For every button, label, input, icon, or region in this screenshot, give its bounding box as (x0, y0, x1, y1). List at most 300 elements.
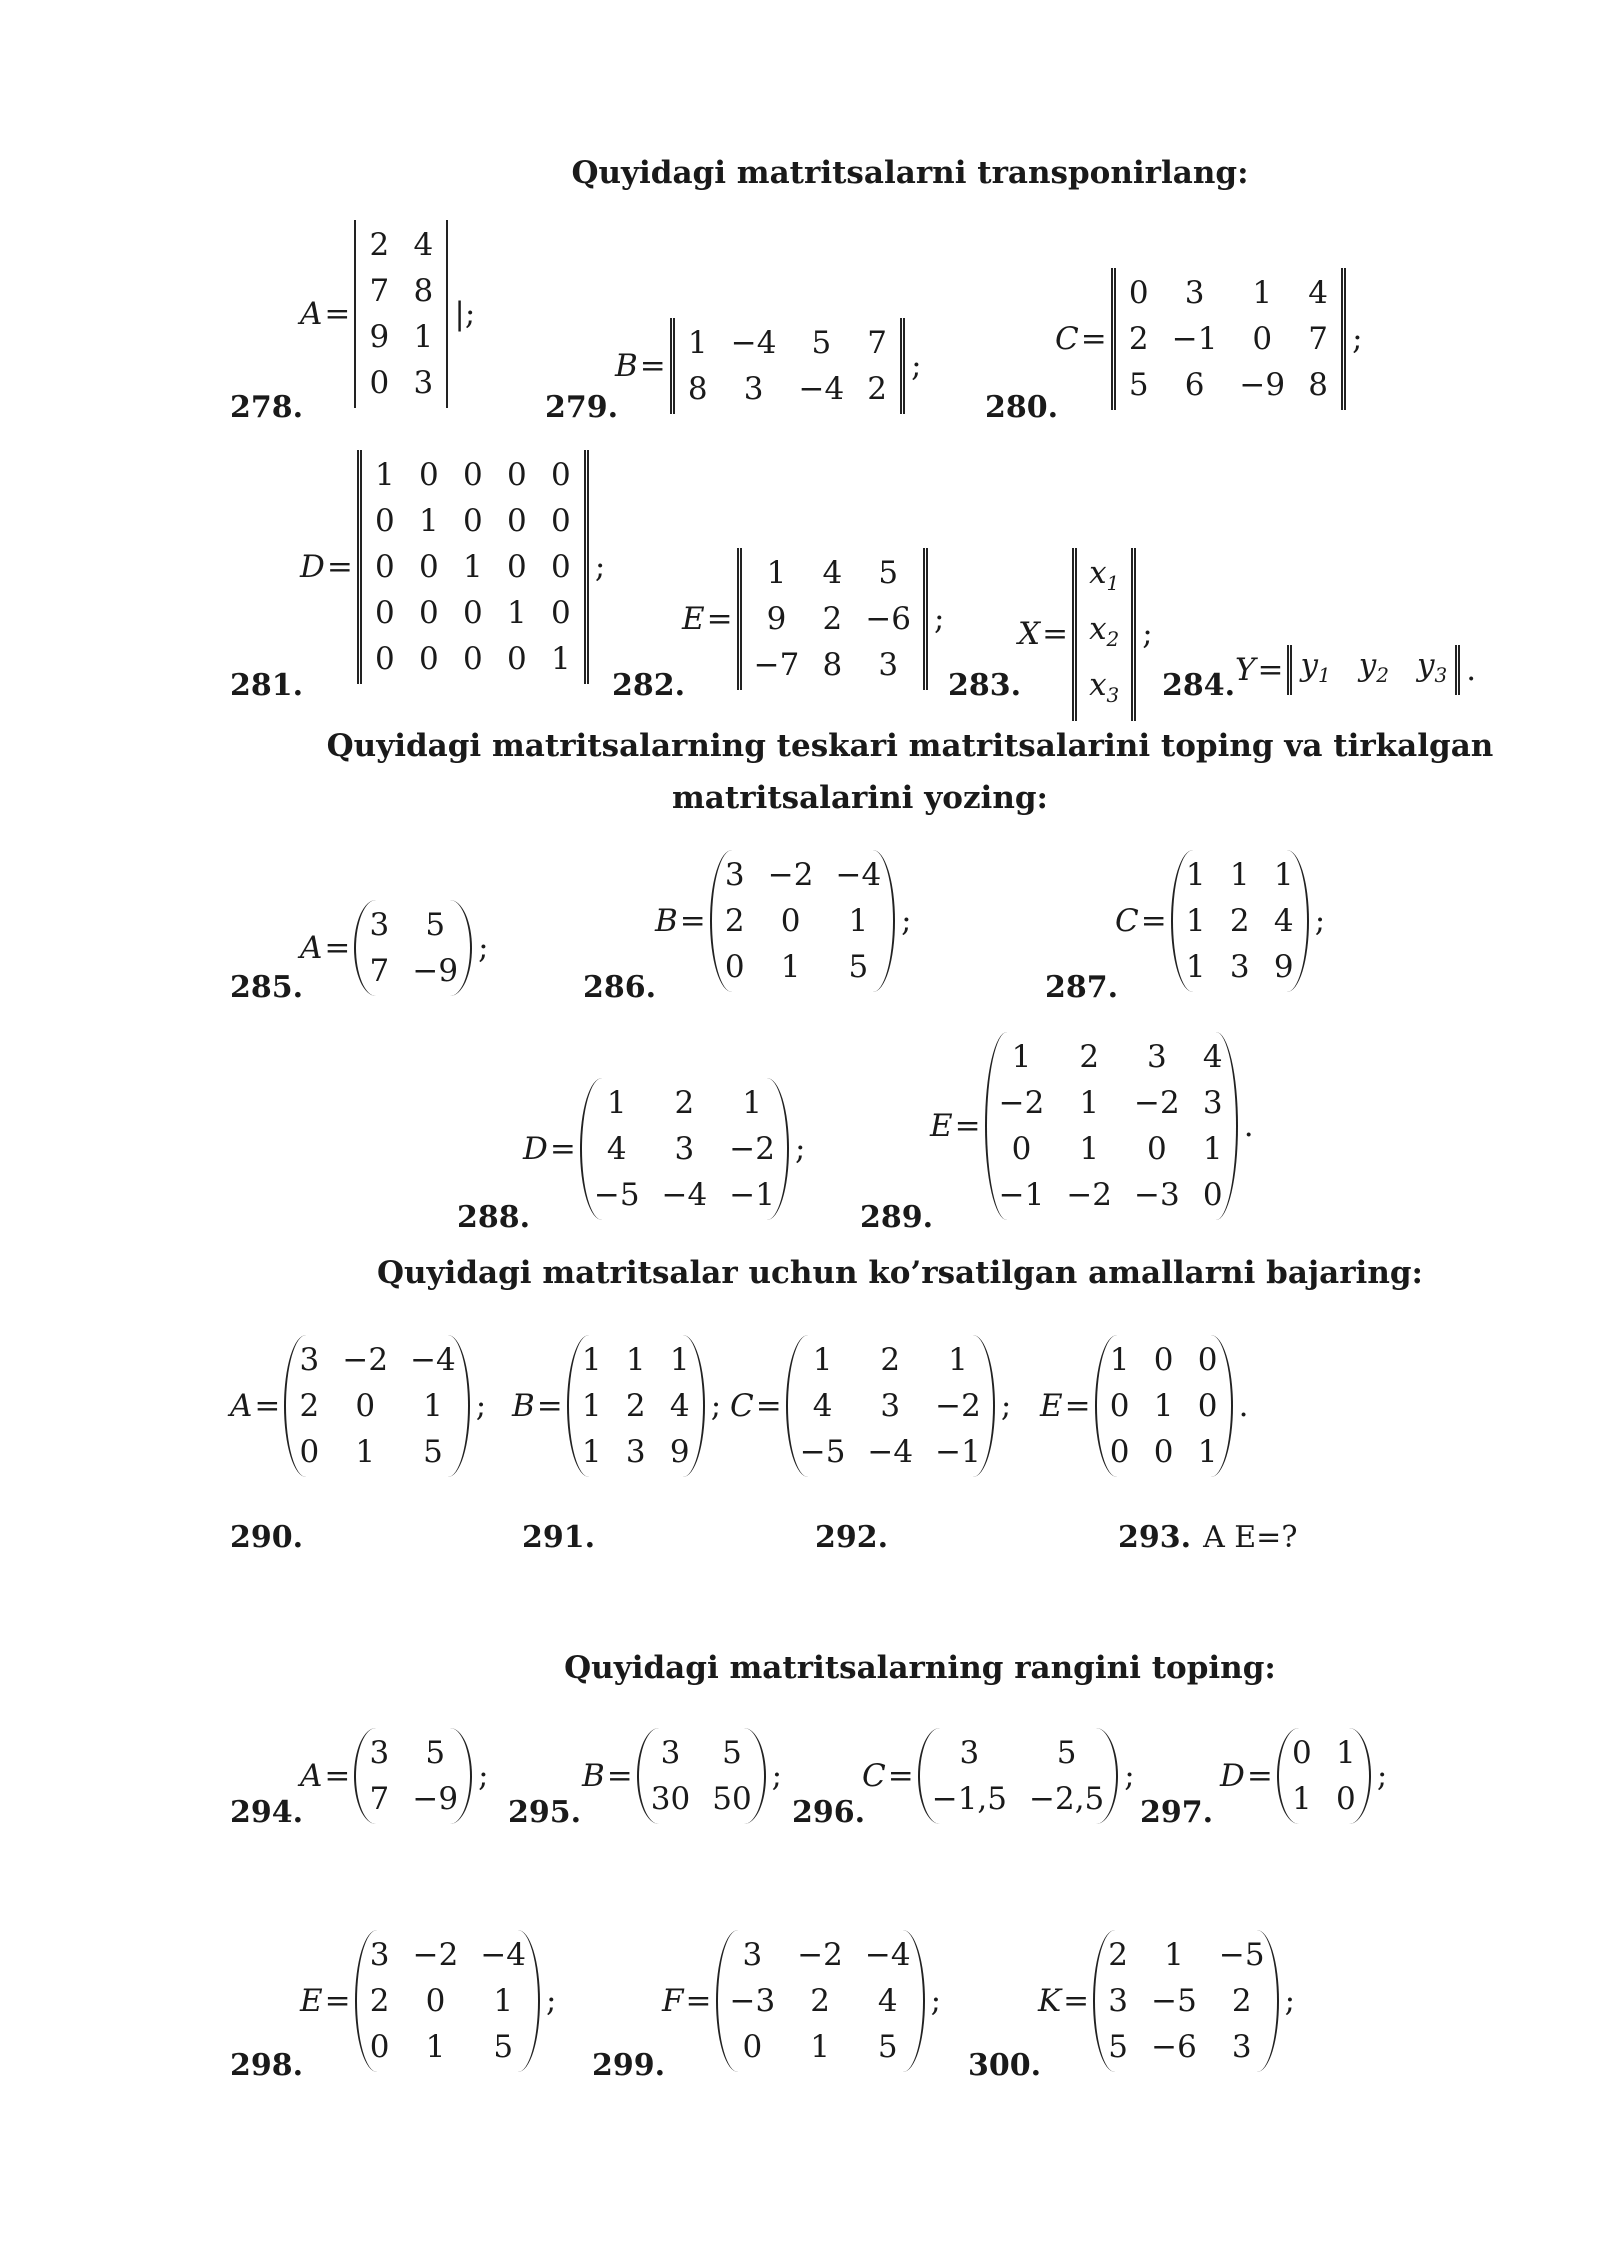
matrix-cell: $x_1$ (1089, 555, 1120, 596)
matrix-cell: −9 (412, 1781, 459, 1817)
matrix-cell: −2 (1134, 1085, 1180, 1121)
matrix-cell: −1 (729, 1177, 775, 1213)
matrix-cell: 1 (355, 1434, 376, 1470)
matrix-290-C (730, 1335, 1011, 1477)
equals-sign: = (706, 601, 733, 637)
matrix-cell: 0 (1291, 1735, 1312, 1771)
matrix-label: K (1038, 1983, 1062, 2019)
matrix-cell: −5 (593, 1177, 640, 1213)
matrix-cell: 0 (780, 903, 801, 939)
matrix-label: X (1018, 616, 1041, 653)
matrix-punctuation: ; (1314, 903, 1326, 939)
matrix-cell: −3 (729, 1983, 776, 2019)
matrix-cell: 3 (724, 857, 745, 893)
matrix-label: B (655, 903, 678, 939)
matrix-cell: 0 (506, 457, 527, 493)
matrix-cell: 5 (722, 1735, 742, 1771)
matrix-cell: 1 (1079, 1131, 1100, 1167)
matrix-cell: 7 (369, 1781, 390, 1817)
section-heading-rank: Quyidagi matritsalarning rangini toping: (564, 1650, 1276, 1686)
matrix-cell: 0 (506, 549, 527, 585)
matrix-cell: 9 (1273, 949, 1294, 985)
matrix-cell: 0 (462, 595, 483, 631)
matrix-cell: 3 (625, 1434, 646, 1470)
matrix-cell: 1 (742, 1085, 762, 1121)
matrix-label: C (1115, 903, 1139, 939)
matrix-cell: 1 (413, 319, 434, 355)
matrix-cell: 0 (1252, 321, 1273, 357)
matrix-cell: 4 (877, 1983, 898, 2019)
problem-number-284: 284. (1162, 668, 1236, 703)
matrix-285 (300, 900, 489, 996)
matrix-cell: 2 (369, 1983, 390, 2019)
matrix-cell: $y_1$ (1300, 647, 1331, 688)
matrix-283 (1018, 548, 1153, 721)
matrix-cell: 4 (1202, 1039, 1223, 1075)
matrix-cell: 1 (581, 1388, 602, 1424)
matrix-296 (862, 1728, 1135, 1824)
matrix-cell: 1 (1291, 1781, 1312, 1817)
matrix-cell: −2 (1066, 1177, 1113, 1213)
matrix-label: Y (1235, 652, 1256, 689)
matrix-grid (284, 1335, 469, 1477)
matrix-cell: 0 (506, 641, 527, 677)
problem-number-298: 298. (230, 2048, 304, 2083)
matrix-cell: 2 (880, 1342, 901, 1378)
matrix-cell: −4 (730, 325, 777, 361)
matrix-cell: 0 (462, 457, 483, 493)
matrix-cell: 0 (418, 549, 439, 585)
matrix-grid (1111, 268, 1346, 410)
matrix-cell: 4 (1273, 903, 1294, 939)
matrix-278 (300, 220, 475, 408)
matrix-cell: −2 (342, 1342, 389, 1378)
matrix-grid (670, 318, 905, 414)
matrix-cell: 6 (1184, 367, 1205, 403)
matrix-cell: 0 (1202, 1177, 1223, 1213)
matrix-295 (582, 1728, 782, 1824)
matrix-cell: 1 (581, 1342, 602, 1378)
matrix-cell: 3 (299, 1342, 320, 1378)
matrix-cell: 5 (878, 555, 899, 591)
matrix-punctuation: ; (934, 601, 945, 637)
matrix-cell: 2 (369, 227, 390, 263)
matrix-grid (357, 450, 589, 684)
matrix-cell: −4 (864, 1937, 911, 1973)
matrix-cell: 1 (1229, 857, 1250, 893)
matrix-cell: 1 (1185, 949, 1206, 985)
problem-293-text: A E=? (1203, 1520, 1298, 1555)
matrix-cell: −5 (1151, 1983, 1197, 2019)
matrix-cell: 0 (1153, 1342, 1174, 1378)
equals-sign: = (1080, 321, 1107, 357)
equals-sign: = (549, 1131, 576, 1167)
matrix-cell: $y_2$ (1358, 647, 1389, 688)
matrix-cell: 3 (660, 1735, 681, 1771)
matrix-cell: 5 (425, 907, 446, 943)
matrix-cell: −6 (1151, 2029, 1197, 2065)
equals-sign: = (324, 930, 351, 966)
matrix-cell: 3 (878, 647, 899, 683)
matrix-280 (1055, 268, 1363, 410)
matrix-grid (1095, 1335, 1233, 1477)
matrix-punctuation: ; (794, 1131, 806, 1167)
matrix-punctuation: ; (1376, 1758, 1388, 1794)
matrix-label: E (930, 1108, 953, 1144)
matrix-cell: −2 (412, 1937, 459, 1973)
matrix-cell: 1 (581, 1434, 602, 1470)
matrix-cell: 0 (374, 503, 395, 539)
problem-number-288: 288. (457, 1200, 531, 1235)
matrix-cell: 0 (369, 365, 390, 401)
equals-sign: = (887, 1758, 914, 1794)
matrix-cell: −4 (410, 1342, 456, 1378)
matrix-cell: −5 (1218, 1937, 1265, 1973)
matrix-punctuation: ; (1142, 616, 1153, 653)
matrix-cell: 2 (724, 903, 745, 939)
matrix-cell: 1 (687, 325, 708, 361)
matrix-grid (580, 1078, 789, 1220)
matrix-cell: 3 (880, 1388, 901, 1424)
matrix-cell: 1 (606, 1085, 627, 1121)
matrix-grid (637, 1728, 766, 1824)
problem-number-281: 281. (230, 668, 304, 703)
matrix-cell: −2 (797, 1937, 843, 1973)
matrix-label: B (512, 1388, 535, 1424)
matrix-punctuation: . (1243, 1108, 1254, 1144)
matrix-cell: 0 (418, 457, 439, 493)
matrix-281 (300, 450, 605, 684)
matrix-cell: 1 (1335, 1735, 1356, 1771)
problem-number-285: 285. (230, 970, 304, 1005)
matrix-label: B (615, 348, 638, 384)
matrix-cell: 5 (423, 1434, 443, 1470)
matrix-cell: 7 (1308, 321, 1328, 357)
matrix-cell: 2 (1229, 903, 1250, 939)
matrix-grid (354, 220, 448, 408)
matrix-cell: −3 (1134, 1177, 1180, 1213)
matrix-grid (716, 1930, 925, 2072)
matrix-grid (567, 1335, 705, 1477)
matrix-cell: 50 (712, 1781, 752, 1817)
matrix-cell: −6 (865, 601, 912, 637)
section-heading-transpose: Quyidagi matritsalarni transponirlang: (571, 155, 1249, 191)
matrix-cell: 9 (369, 319, 390, 355)
matrix-cell: 0 (425, 1983, 446, 2019)
equals-sign: = (679, 903, 706, 939)
matrix-cell: 7 (369, 273, 390, 309)
matrix-label: E (682, 601, 705, 637)
matrix-grid (1277, 1728, 1371, 1824)
equals-sign: = (324, 1758, 351, 1794)
matrix-cell: $x_3$ (1089, 667, 1120, 708)
matrix-cell: 4 (822, 555, 843, 591)
matrix-cell: 0 (299, 1434, 320, 1470)
problem-number-289: 289. (860, 1200, 934, 1235)
matrix-cell: 8 (822, 647, 843, 683)
equals-sign: = (1064, 1388, 1091, 1424)
matrix-cell: 3 (1229, 949, 1250, 985)
matrix-cell: 3 (369, 907, 390, 943)
matrix-279 (615, 318, 922, 414)
matrix-cell: 8 (1308, 367, 1328, 403)
matrix-cell: 0 (1011, 1131, 1032, 1167)
equals-sign: = (685, 1983, 712, 2019)
matrix-grid (1072, 548, 1136, 721)
matrix-cell: 0 (418, 641, 439, 677)
matrix-cell: 0 (418, 595, 439, 631)
equals-sign: = (326, 549, 353, 585)
matrix-cell: 0 (462, 503, 483, 539)
matrix-grid (354, 1728, 472, 1824)
matrix-287 (1115, 850, 1325, 992)
matrix-300 (1038, 1930, 1295, 2072)
matrix-cell: 0 (506, 503, 527, 539)
problem-number-286: 286. (583, 970, 657, 1005)
matrix-290-B (512, 1335, 721, 1477)
matrix-cell: 0 (1153, 1434, 1174, 1470)
matrix-cell: 2 (867, 371, 888, 407)
matrix-punctuation: ; (475, 1388, 487, 1424)
matrix-cell: 0 (1197, 1342, 1218, 1378)
matrix-cell: $x_2$ (1089, 611, 1120, 652)
matrix-cell: 3 (674, 1131, 695, 1167)
matrix-cell: 0 (724, 949, 745, 985)
matrix-284 (1235, 645, 1476, 695)
matrix-cell: 0 (742, 2029, 763, 2065)
equals-sign: = (639, 348, 666, 384)
matrix-cell: −9 (412, 953, 459, 989)
matrix-cell: 7 (369, 953, 390, 989)
matrix-cell: 1 (1109, 1342, 1130, 1378)
matrix-cell: 1 (766, 555, 787, 591)
problem-number-278: 278. (230, 390, 304, 425)
matrix-cell: −5 (799, 1434, 846, 1470)
matrix-cell: $y_3$ (1416, 647, 1448, 688)
matrix-cell: 5 (1128, 367, 1149, 403)
section-heading-inverse-line2: matritsalarini yozing: (672, 780, 1048, 816)
matrix-cell: −2 (998, 1085, 1045, 1121)
matrix-cell: 1 (423, 1388, 443, 1424)
matrix-cell: 0 (374, 595, 395, 631)
row-vector (1287, 645, 1460, 695)
matrix-punctuation: ; (1284, 1983, 1296, 2019)
matrix-cell: 0 (374, 641, 395, 677)
matrix-label: A (230, 1388, 253, 1424)
matrix-grid (1093, 1930, 1278, 2072)
matrix-282 (682, 548, 944, 690)
matrix-punctuation: ; (771, 1758, 783, 1794)
matrix-cell: 0 (355, 1388, 376, 1424)
matrix-cell: 0 (550, 595, 571, 631)
problem-number-299: 299. (592, 2048, 666, 2083)
matrix-cell: 2 (625, 1388, 646, 1424)
matrix-cell: 1 (425, 2029, 446, 2065)
matrix-cell: 9 (766, 601, 787, 637)
problem-number-300: 300. (968, 2048, 1042, 2083)
equals-sign: = (324, 296, 351, 332)
matrix-cell: 0 (550, 549, 571, 585)
matrix-286 (655, 850, 912, 992)
problem-number-280: 280. (985, 390, 1059, 425)
matrix-299 (662, 1930, 941, 2072)
matrix-cell: 2 (299, 1388, 320, 1424)
matrix-290-A (230, 1335, 486, 1477)
matrix-cell: 4 (1308, 275, 1328, 311)
matrix-cell: 2 (1128, 321, 1149, 357)
matrix-cell: 0 (1128, 275, 1149, 311)
matrix-288 (523, 1078, 805, 1220)
matrix-cell: −4 (798, 371, 845, 407)
matrix-cell: 1 (1164, 1937, 1184, 1973)
matrix-cell: 0 (374, 549, 395, 585)
matrix-cell: 0 (1147, 1131, 1167, 1167)
matrix-cell: 1 (1252, 275, 1273, 311)
matrix-punctuation: ; (1000, 1388, 1012, 1424)
matrix-label: C (730, 1388, 754, 1424)
matrix-cell: 1 (1153, 1388, 1174, 1424)
matrix-label: A (300, 1758, 323, 1794)
problem-number-295: 295. (508, 1795, 582, 1830)
matrix-cell: 8 (413, 273, 434, 309)
matrix-cell: 1 (1185, 857, 1206, 893)
matrix-grid (918, 1728, 1119, 1824)
matrix-cell: 30 (650, 1781, 691, 1817)
matrix-cell: 8 (687, 371, 708, 407)
matrix-cell: 0 (462, 641, 483, 677)
matrix-label: C (862, 1758, 886, 1794)
matrix-punctuation: ; (911, 348, 922, 384)
matrix-289 (930, 1032, 1254, 1220)
matrix-cell: −4 (867, 1434, 914, 1470)
matrix-punctuation: ; (710, 1388, 722, 1424)
matrix-cell: 3 (1202, 1085, 1223, 1121)
matrix-cell: 0 (550, 503, 571, 539)
matrix-cell: 3 (1231, 2029, 1252, 2065)
matrix-cell: 3 (369, 1735, 390, 1771)
equals-sign: = (1257, 652, 1284, 689)
matrix-punctuation: ; (478, 1758, 489, 1794)
problem-number-292: 292. (815, 1520, 889, 1555)
matrix-cell: 5 (1108, 2029, 1129, 2065)
matrix-297 (1220, 1728, 1387, 1824)
matrix-cell: 1 (1202, 1131, 1223, 1167)
matrix-label: B (582, 1758, 605, 1794)
matrix-cell: 0 (1109, 1388, 1130, 1424)
matrix-cell: 3 (1108, 1983, 1129, 2019)
matrix-290-E (1040, 1335, 1248, 1477)
matrix-cell: 1 (848, 903, 869, 939)
matrix-grid (786, 1335, 995, 1477)
matrix-cell: 3 (1147, 1039, 1167, 1075)
matrix-cell: 1 (493, 1983, 514, 2019)
matrix-cell: 3 (1184, 275, 1205, 311)
equals-sign: = (324, 1983, 351, 2019)
matrix-cell: 4 (413, 227, 434, 263)
matrix-punctuation: ; (478, 930, 489, 966)
matrix-cell: 1 (1011, 1039, 1032, 1075)
matrix-cell: 5 (493, 2029, 514, 2065)
equals-sign: = (1246, 1758, 1273, 1794)
matrix-label: E (300, 1983, 323, 2019)
problem-number-296: 296. (792, 1795, 866, 1830)
matrix-punctuation: ; (1352, 321, 1363, 357)
matrix-cell: 1 (812, 1342, 833, 1378)
problem-number-293 (1118, 1520, 1297, 1555)
matrix-cell: 1 (669, 1342, 690, 1378)
matrix-cell: 2 (1079, 1039, 1100, 1075)
equals-sign: = (536, 1388, 563, 1424)
equals-sign: = (254, 1388, 281, 1424)
matrix-cell: 3 (959, 1735, 980, 1771)
matrix-label: A (300, 930, 323, 966)
matrix-cell: 0 (1197, 1388, 1218, 1424)
problem-number-291: 291. (522, 1520, 596, 1555)
matrix-label: D (300, 549, 325, 585)
matrix-punctuation: ; (594, 549, 606, 585)
matrix-grid (354, 900, 472, 996)
matrix-cell: 0 (1109, 1434, 1130, 1470)
matrix-cell: −9 (1239, 367, 1286, 403)
matrix-cell: −1 (998, 1177, 1045, 1213)
problem-number-294: 294. (230, 1795, 304, 1830)
matrix-punctuation: ; (930, 1983, 942, 2019)
matrix-cell: −7 (753, 647, 800, 683)
matrix-label: E (1040, 1388, 1063, 1424)
matrix-label: F (662, 1983, 684, 2019)
matrix-cell: 0 (1335, 1781, 1356, 1817)
matrix-grid (985, 1032, 1238, 1220)
matrix-punctuation: ; (546, 1983, 557, 2019)
matrix-cell: 9 (669, 1434, 690, 1470)
matrix-cell: 2 (1231, 1983, 1252, 2019)
equals-sign: = (954, 1108, 981, 1144)
matrix-cell: −4 (661, 1177, 708, 1213)
matrix-cell: 4 (812, 1388, 833, 1424)
matrix-cell: 5 (811, 325, 832, 361)
matrix-cell: 5 (877, 2029, 898, 2065)
problem-number-290: 290. (230, 1520, 304, 1555)
matrix-cell: 5 (425, 1735, 446, 1771)
problem-number-279: 279. (545, 390, 619, 425)
matrix-cell: −1,5 (931, 1781, 1007, 1817)
equals-sign: = (1063, 1983, 1090, 2019)
matrix-grid (710, 850, 895, 992)
matrix-punctuation: . (1238, 1388, 1249, 1424)
matrix-punctuation: |; (454, 296, 476, 332)
matrix-cell: 2 (1108, 1937, 1129, 1973)
matrix-punctuation: . (1466, 652, 1477, 689)
matrix-cell: 1 (550, 641, 571, 677)
matrix-cell: 2 (822, 601, 843, 637)
equals-sign: = (1042, 616, 1069, 653)
matrix-grid (1171, 850, 1309, 992)
matrix-cell: −2 (729, 1131, 775, 1167)
matrix-cell: 1 (1079, 1085, 1100, 1121)
matrix-cell: 3 (743, 371, 764, 407)
matrix-label: D (1220, 1758, 1245, 1794)
matrix-punctuation: ; (1124, 1758, 1135, 1794)
matrix-cell: 4 (606, 1131, 627, 1167)
matrix-cell: −4 (835, 857, 882, 893)
matrix-grid (355, 1930, 540, 2072)
problem-number-297: 297. (1140, 1795, 1214, 1830)
matrix-294 (300, 1728, 489, 1824)
matrix-cell: 3 (742, 1937, 763, 1973)
matrix-cell: 7 (867, 325, 888, 361)
matrix-punctuation: ; (901, 903, 912, 939)
section-heading-operations: Quyidagi matritsalar uchun ko’rsatilgan amallarni bajaring: (377, 1255, 1423, 1291)
